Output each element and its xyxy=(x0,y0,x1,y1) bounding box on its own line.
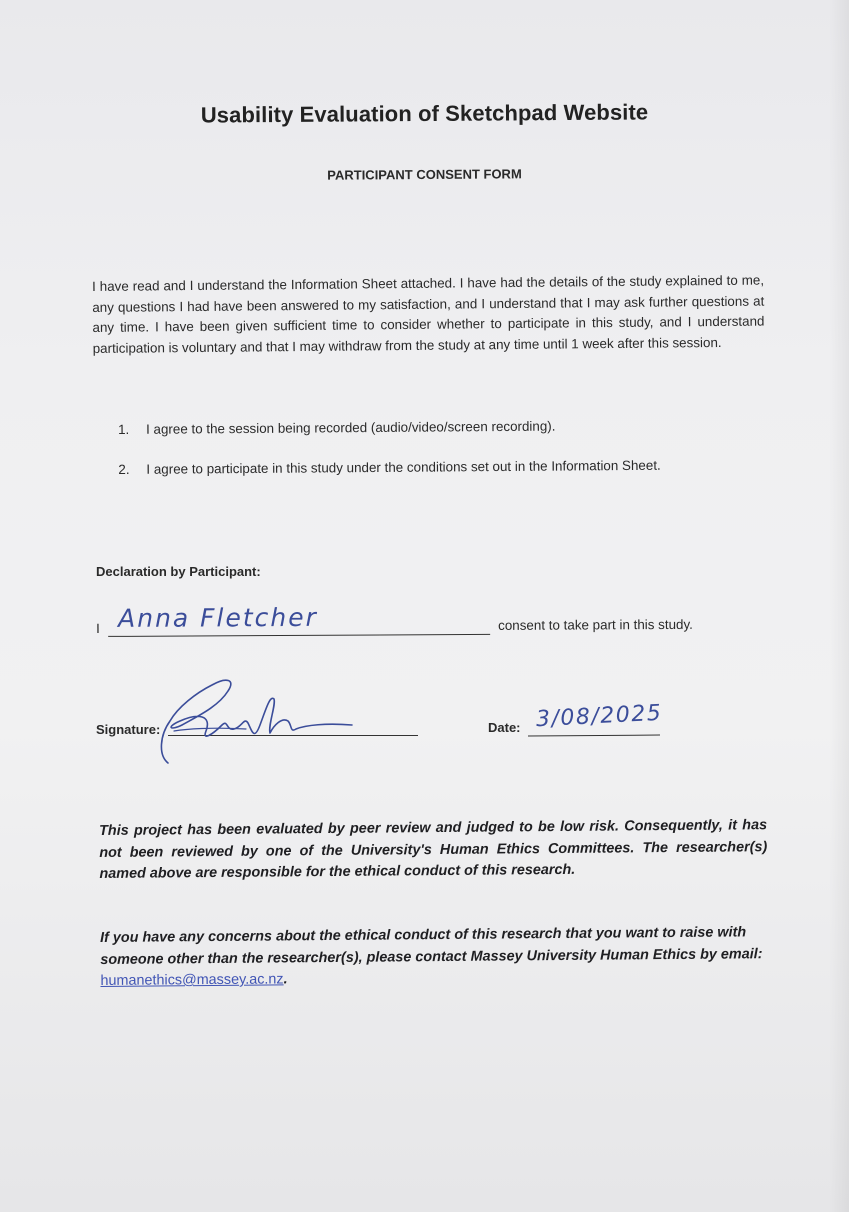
agreement-item xyxy=(118,457,758,482)
signature-label: Signature: xyxy=(96,722,161,737)
signature-date-row xyxy=(96,690,776,780)
participant-name-handwritten[interactable]: Anna Fletcher xyxy=(117,602,318,633)
concerns-end: . xyxy=(283,971,288,988)
ethics-statement: This project has been evaluated by peer review and judged to be low risk. Consequently, it has not been reviewed by one of the University's Human Ethics Committees. The researcher(s) named above are responsible for the ethical conduct of this research. xyxy=(99,817,768,882)
intro-paragraph: I have read and I understand the Information Sheet attached. I have had the details of the study explained to me, any questions I had have been answered to my satisfaction, and I understand that I may ask further questions at any time. I have been given sufficient time to consider whether to participate in this study, and I understand participation is voluntary and that I may withdraw from the study at any time until 1 week after this session. xyxy=(92,272,765,356)
handwritten-signature[interactable] xyxy=(156,655,356,775)
consent-statement: consent to take part in this study. xyxy=(498,616,693,633)
paper-shadow xyxy=(829,0,849,1212)
agreement-text: I agree to the session being recorded (audio/video/screen recording). xyxy=(145,418,556,437)
date-label: Date: xyxy=(488,720,521,735)
ethics-concerns xyxy=(100,922,771,992)
agreement-number: 2. xyxy=(118,461,130,477)
document-subtitle: PARTICIPANT CONSENT FORM xyxy=(327,166,522,183)
agreement-item xyxy=(118,417,758,442)
name-prefix: I xyxy=(96,620,100,636)
ethics-email-link[interactable]: humanethics@massey.ac.nz xyxy=(100,971,284,989)
name-underline xyxy=(108,634,490,637)
document-title: Usability Evaluation of Sketchpad Website xyxy=(200,99,649,128)
date-underline xyxy=(528,735,660,737)
agreement-text: I agree to participate in this study under the conditions set out in the Information Sheet. xyxy=(146,457,661,477)
participant-name-row xyxy=(96,601,736,640)
date-handwritten[interactable]: 3/08/2025 xyxy=(535,700,663,733)
concerns-text: If you have any concerns about the ethical conduct of this research that you want to raise with someone other than the researcher(s), please contact Massey University Human Ethics by email: xyxy=(100,924,763,968)
agreement-number: 1. xyxy=(118,421,130,437)
declaration-heading: Declaration by Participant: xyxy=(96,564,261,579)
agreement-list xyxy=(118,417,759,502)
